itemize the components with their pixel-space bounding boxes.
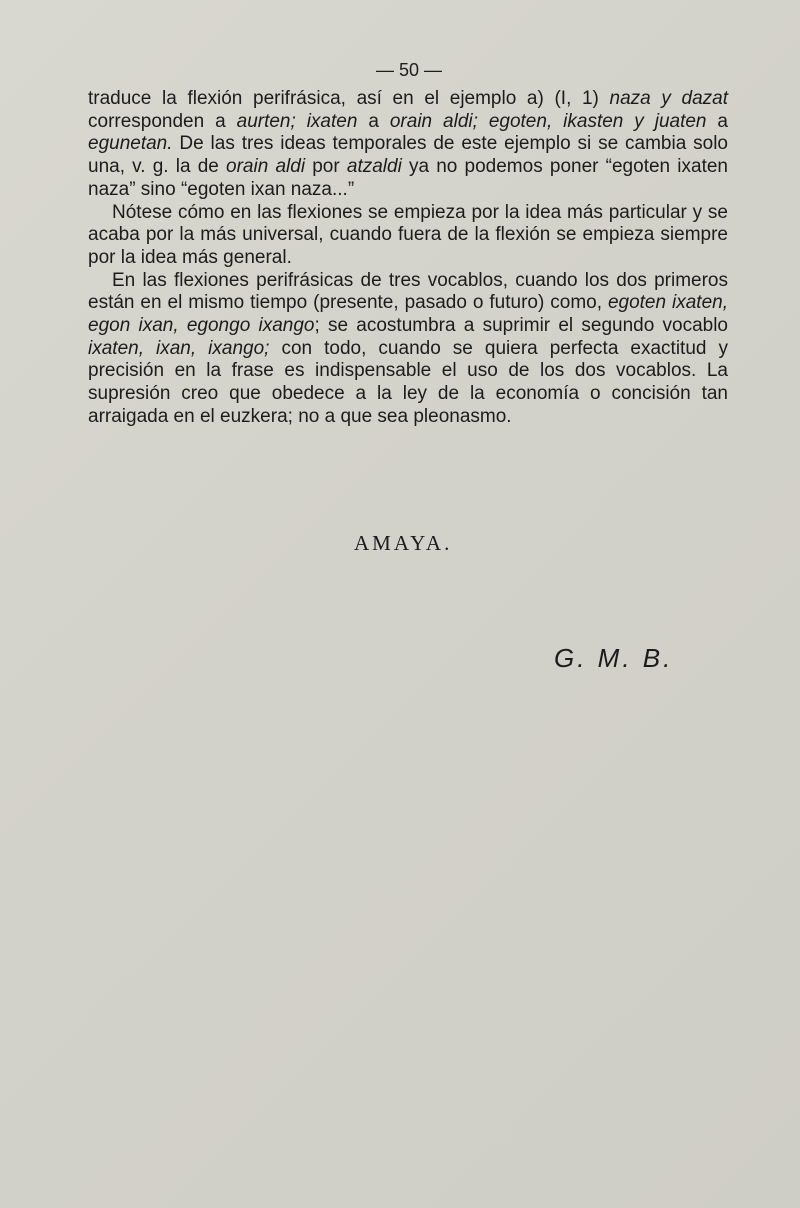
text-run: De las tres ideas temporales de este ejemplo si se cambia solo una, v. g. la de <box>88 133 728 178</box>
text-run: a <box>357 110 390 132</box>
italic-term: orain aldi <box>226 156 306 178</box>
paragraph-2 <box>88 202 728 270</box>
text-run: traduce la flexión perifrásica, así en el ejemplo a) (I, 1) <box>88 88 610 109</box>
page-number: — 50 — <box>375 60 443 80</box>
paragraph-1 <box>88 88 728 202</box>
body-text <box>88 88 728 429</box>
text-run: por <box>305 156 347 178</box>
text-run: con todo, cuando se quiera perfecta exactitud y precisión en la frase es indispensable el uso de los dos vocablos. La supresión creo que obedece a la ley de la economía o concisión tan arraigada en el euzkera; no a que sea pleonasmo. <box>88 337 728 427</box>
paragraph-3 <box>88 270 728 429</box>
text-run: ya no podemos poner “egoten ixaten naza” sino “egoten ixan naza...” <box>88 156 728 200</box>
text-run: ; se acostumbra a suprimir el segundo vocablo <box>314 315 728 337</box>
italic-term: ixaten, ixan, ixango; <box>88 337 270 359</box>
text-run: Nótese cómo en las flexiones se empieza por la idea más particular y se acaba por la más universal, cuando fuera de la flexión se empieza siempre por la idea más general. <box>88 201 728 268</box>
section-title: AMAYA. <box>354 531 453 555</box>
italic-term: atzaldi <box>346 156 402 178</box>
italic-term: orain aldi; egoten, ikasten y juaten <box>389 110 707 132</box>
italic-term: naza y dazat <box>609 88 728 109</box>
text-run: corresponden a <box>88 110 237 132</box>
italic-term: egunetan. <box>88 133 173 155</box>
text-run: a <box>706 110 728 132</box>
italic-term: egoten ixaten, egon ixan, egongo ixango <box>88 292 728 337</box>
italic-term: aurten; ixaten <box>236 110 358 132</box>
author-signature: G. M. B. <box>554 643 674 673</box>
text-run: En las flexiones perifrásicas de tres vocablos, cuando los dos primeros están en el mismo tiempo (presente, pasado o futuro) como, <box>88 269 728 314</box>
